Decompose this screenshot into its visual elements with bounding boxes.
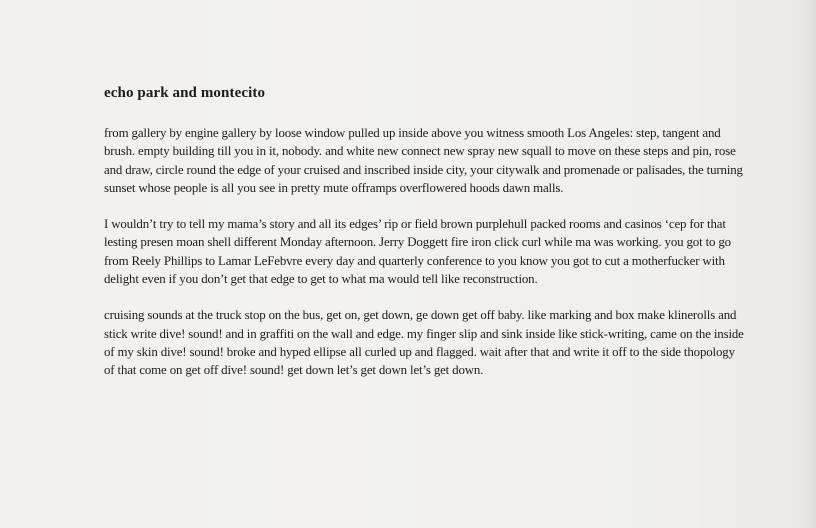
paper-edge-shadow bbox=[802, 0, 816, 528]
document-title: echo park and montecito bbox=[104, 85, 266, 101]
document-body bbox=[104, 84, 744, 398]
paragraph-1: from gallery by engine gallery by loose window pulled up inside above you witness smooth Los Angeles: step, tangent and brush. empty building till you in it, nobody. and white new connect new spray new squall to move on these steps and pin, rose and draw, circle round the edge of your cruised and inscribed inside city, your citywalk and promenade or palisades, the turning sunset whose people is all you see in pretty mute offramps overflowered hoods dawn malls. bbox=[104, 126, 743, 195]
paragraph-3: cruising sounds at the truck stop on the bus, get on, get down, ge down get off baby. like marking and box make klinerolls and stick write dive! sound! and in graffiti on the wall and edge. my finger slip and sink inside like stick-writing, came on the inside of my skin dive! sound! broke and hyped ellipse all curled up and flagged. wait after that and write it off to the side thopology of that come on get off dive! sound! get down let’s get down let’s get down. bbox=[104, 308, 744, 378]
paragraph-2: I wouldn’t try to tell my mama’s story and all its edges’ rip or field brown purplehull packed rooms and casinos ‘cep for that lesting presen moan shell different Monday afternoon. Jerry Doggett fire iron click curl while ma was working. you got to go from Reely Phillips to Lamar LeFebvre every day and quarterly conference to you know you got to cut a motherfucker with delight even if you don’t get that edge to get to what ma would tell like reconstruction. bbox=[104, 217, 731, 287]
